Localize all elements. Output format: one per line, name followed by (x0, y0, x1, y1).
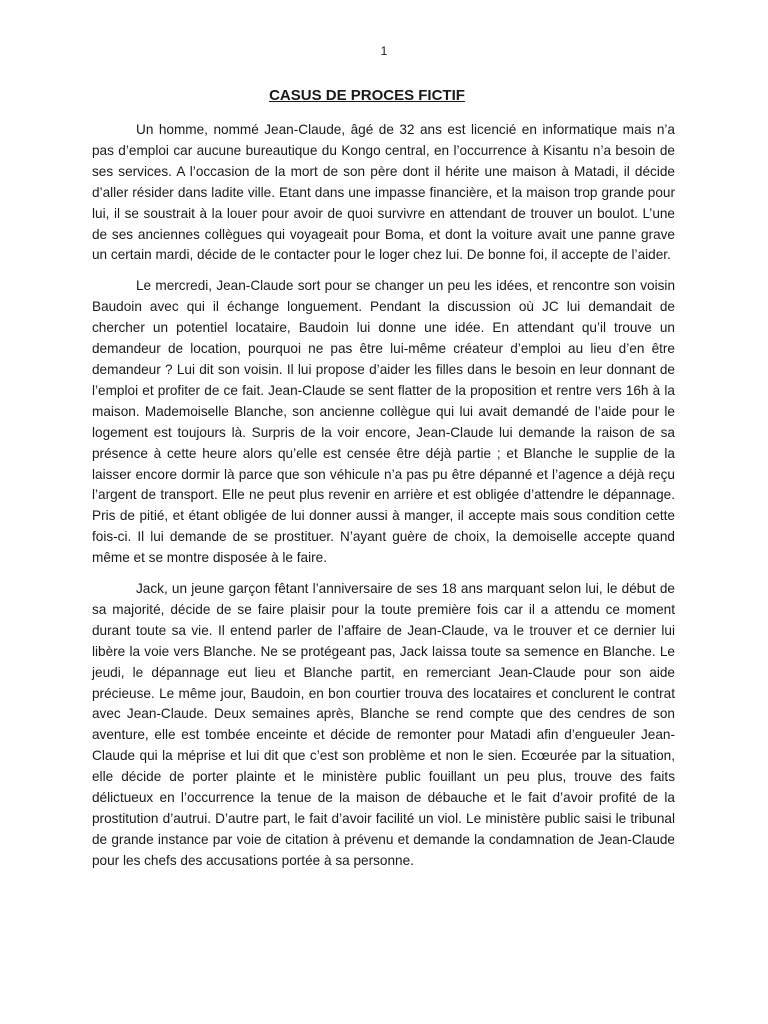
paragraph-2: Le mercredi, Jean-Claude sort pour se changer un peu les idées, et rencontre son voisin Baudoin avec qui il échange longuement. Pendant la discussion où JC lui demandait de chercher un potentiel locataire, Baudoin lui donne une idée. En attendant qu’il trouve un demandeur de location, pourquoi ne pas être lui-même créateur d’emploi au lieu d’en être demandeur ? Lui dit son voisin. Il lui propose d’aider les filles dans le besoin en leur donnant de l’emploi et profiter de ce fait. Jean-Claude se sent flatter de la proposition et rentre vers 16h à la maison. Mademoiselle Blanche, son ancienne collègue qui lui avait demandé de l’aide pour le logement est toujours là. Surpris de la voir encore, Jean-Claude lui demande la raison de sa présence à cette heure alors qu’elle est censée être déjà partie ; et Blanche le supplie de la laisser encore dormir là parce que son véhicule n’a pas pu être dépanné et l’agence a déjà reçu l’argent de transport. Elle ne peut plus revenir en arrière et est obligée d’attendre le dépannage. Pris de pitié, et étant obligée de lui donner aussi à manger, il accepte mais sous condition cette fois-ci. Il lui demande de se prostituer. N’ayant guère de choix, la demoiselle accepte quand même et se montre disposée à le faire. (92, 278, 675, 566)
paragraph-3: Jack, un jeune garçon fêtant l’anniversaire de ses 18 ans marquant selon lui, le début de sa majorité, décide de se faire plaisir pour la toute première fois car il a attendu ce moment durant toute sa vie. Il entend parler de l’affaire de Jean-Claude, va le trouver et ce dernier lui libère la voie vers Blanche. Ne se protégeant pas, Jack laissa toute sa semence en Blanche. Le jeudi, le dépannage eut lieu et Blanche partit, en remerciant Jean-Claude pour son aide précieuse. Le même jour, Baudoin, en bon courtier trouva des locataires et conclurent le contrat avec Jean-Claude. Deux semaines après, Blanche se rend compte que des cendres de son aventure, elle est tombée enceinte et décide de remonter pour Matadi afin d’engueuler Jean-Claude qui la méprise et lui dit que c’est son problème et non le sien. Ecœurée par la situation, elle décide de porter plainte et le ministère public fouillant un peu plus, trouve des faits délictueux en l’occurrence la tenue de la maison de débauche et le fait d’avoir profité de la prostitution d’autrui. D’autre part, le fait d’avoir facilité un viol. Le ministère public saisi le tribunal de grande instance par voie de citation à prévenu et demande la condamnation de Jean-Claude pour les chefs des accusations portée à sa personne. (92, 581, 675, 868)
paragraph-1: Un homme, nommé Jean-Claude, âgé de 32 ans est licencié en informatique mais n’a pas d’emploi car aucune bureautique du Kongo central, en l’occurrence à Kisantu n’a besoin de ses services. A l’occasion de la mort de son père dont il hérite une maison à Matadi, il décide d’aller résider dans ladite ville. Etant dans une impasse financière, et la maison trop grande pour lui, il se soustrait à la louer pour avoir de quoi survivre en attendant de trouver un boulot. L’une de ses anciennes collègues qui voyageait pour Boma, et dont la voiture avait une panne grave un certain mardi, décide de le contacter pour le loger chez lui. De bonne foi, il accepte de l’aider. (92, 122, 675, 263)
document-body (92, 120, 675, 882)
page-number: 1 (380, 44, 388, 58)
document-title: CASUS DE PROCES FICTIF (269, 87, 465, 104)
